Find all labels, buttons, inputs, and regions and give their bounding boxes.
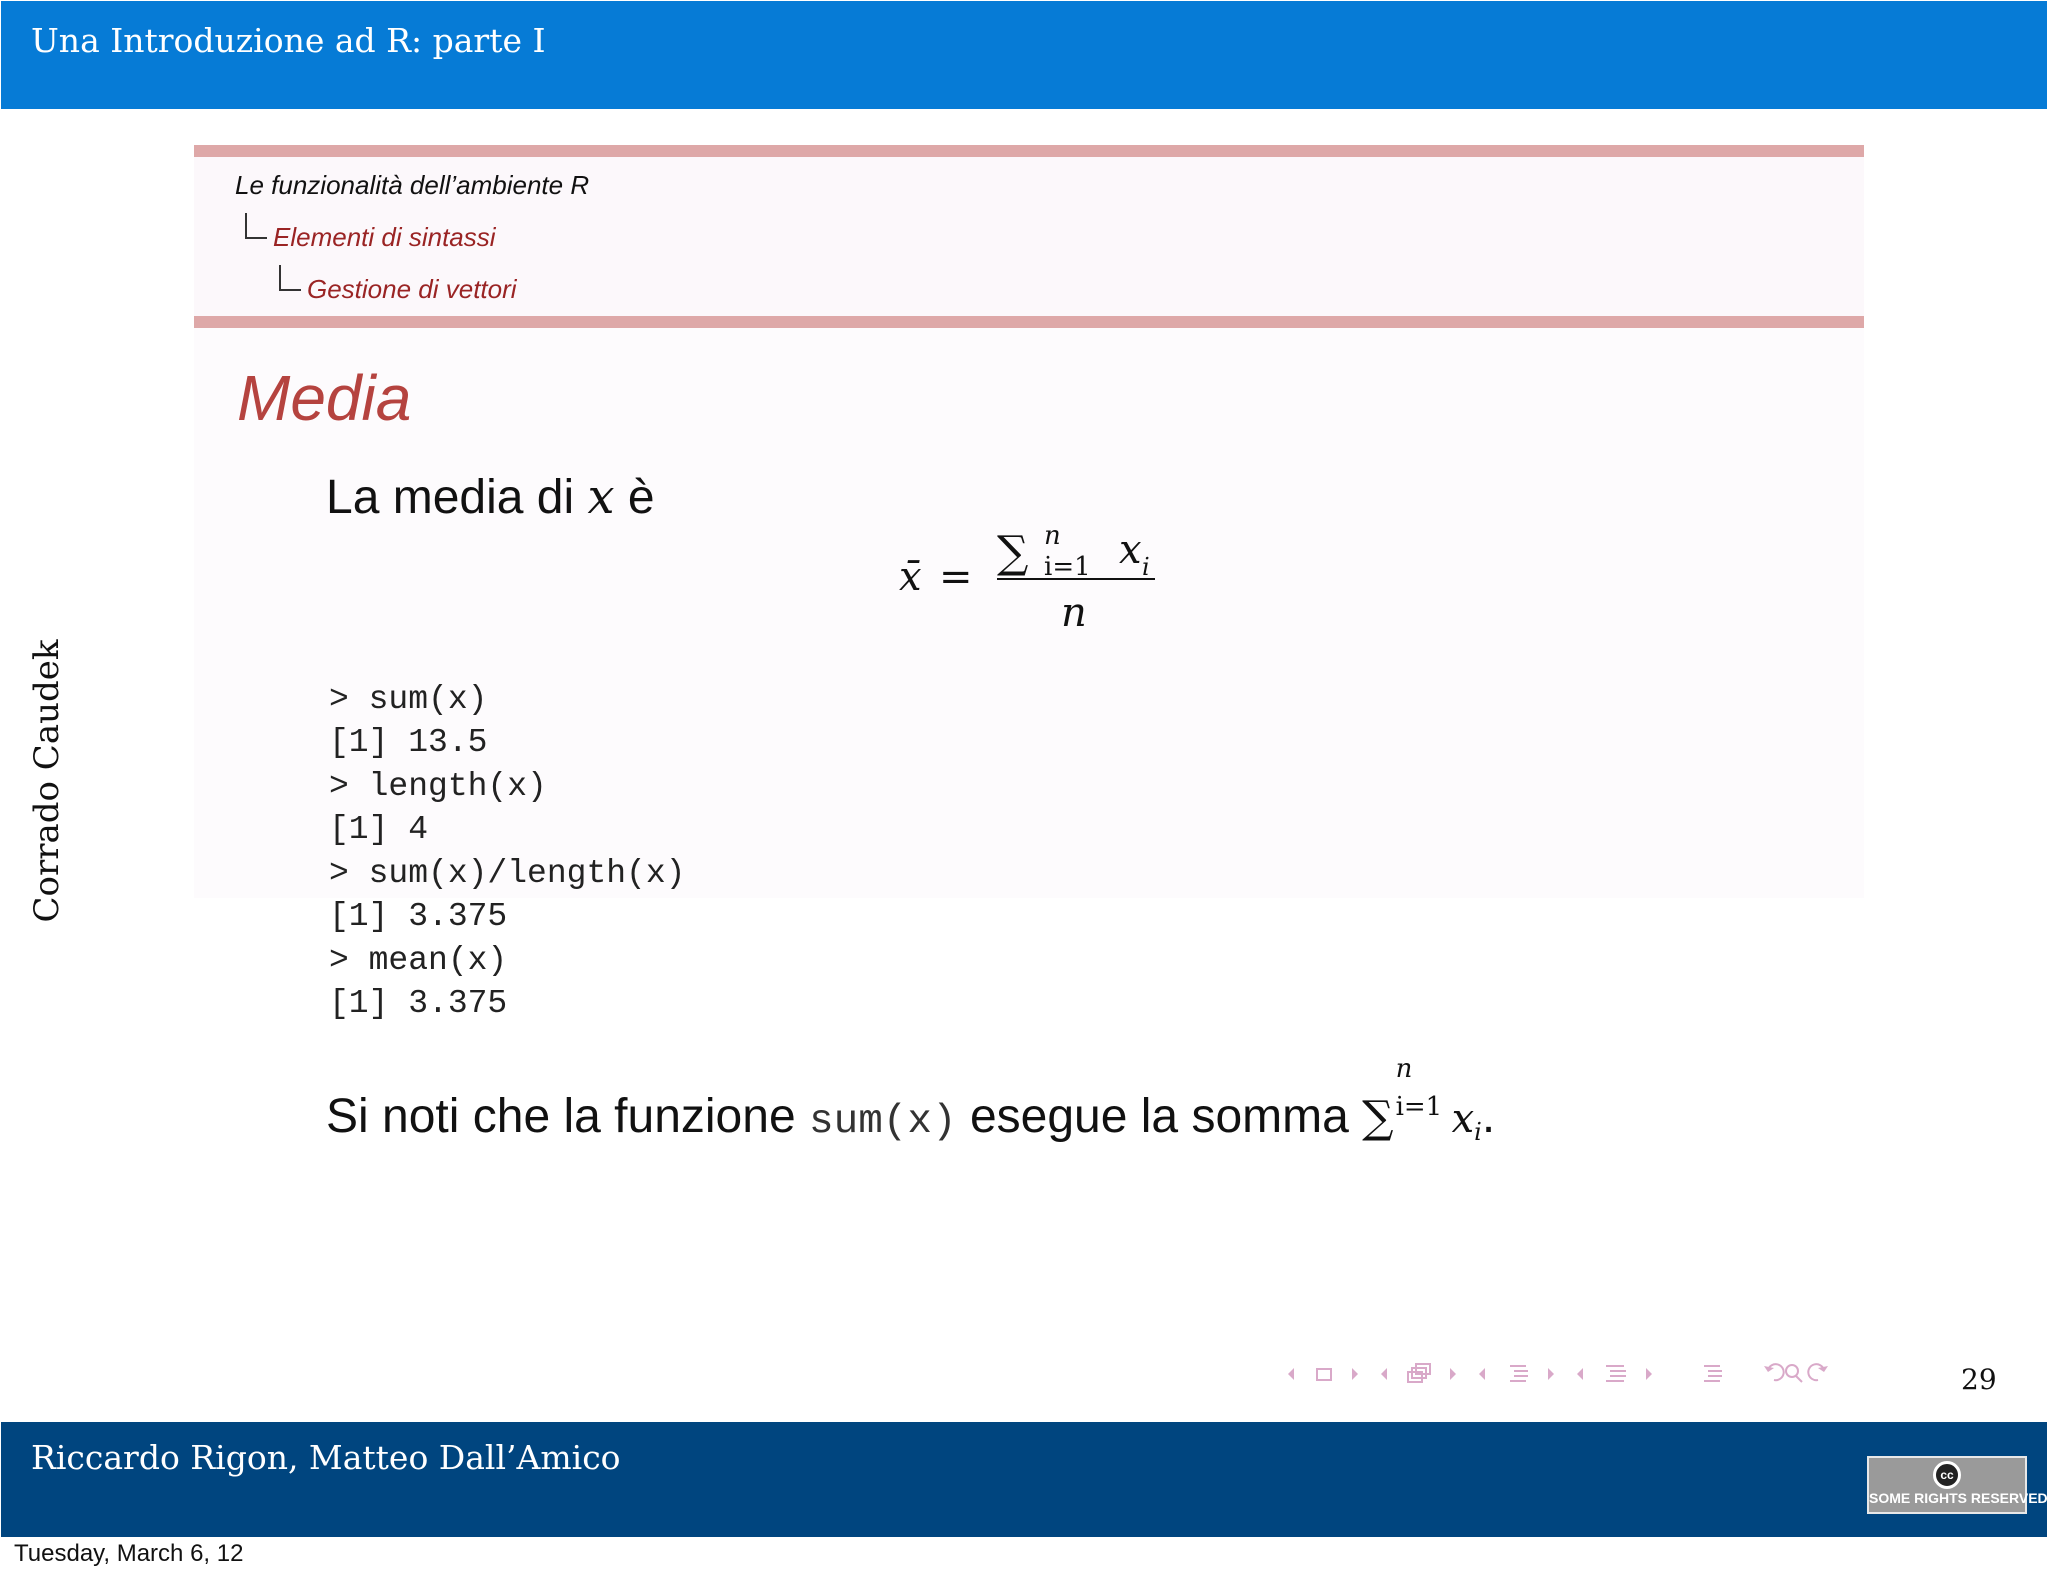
formula-equals: =	[939, 554, 973, 600]
code-line: > sum(x)/length(x)	[329, 855, 686, 892]
tree-connector-icon	[279, 265, 301, 291]
formula-sum-symbol: ∑	[997, 527, 1029, 578]
intro-suffix: è	[614, 471, 655, 524]
nav-search-icon[interactable]	[1786, 1365, 1802, 1382]
formula-upper: n	[1044, 521, 1061, 551]
date-label: Tuesday, March 6, 12	[14, 1540, 244, 1567]
nav-document-icon[interactable]	[1577, 1366, 1652, 1381]
mean-formula	[897, 511, 1157, 641]
formula-term-sub: i	[1142, 553, 1150, 581]
code-line: > length(x)	[329, 768, 547, 805]
formula-lhs: x̄	[899, 554, 922, 600]
tree-connector-icon	[245, 213, 267, 239]
nav-section-icon[interactable]	[1479, 1366, 1554, 1381]
note-code: sum(x)	[808, 1099, 957, 1145]
cc-logo-icon: cc	[1933, 1461, 1961, 1489]
nav-back-icon[interactable]	[1764, 1364, 1784, 1380]
note-term: x	[1451, 1096, 1475, 1142]
nav-forward-icon[interactable]	[1808, 1364, 1828, 1380]
license-text: SOME RIGHTS RESERVED	[1869, 1490, 2048, 1506]
breadcrumb-band-top	[194, 145, 1864, 157]
code-line: > mean(x)	[329, 942, 508, 979]
slide-frame	[1, 1, 2047, 1537]
intro-prefix: La media di	[326, 471, 588, 524]
nav-subsection-icon[interactable]	[1381, 1364, 1456, 1382]
breadcrumb-section[interactable]: Le funzionalità dell’ambiente R	[235, 170, 590, 200]
nav-frame-icon[interactable]	[1288, 1368, 1358, 1380]
breadcrumb-subsection[interactable]: Elementi di sintassi	[273, 222, 496, 252]
note-lower: i=1	[1395, 1092, 1443, 1122]
footer-authors: Riccardo Rigon, Matteo Dall’Amico	[31, 1438, 621, 1477]
footer-bar	[1, 1422, 2047, 1537]
code-line: [1] 3.375	[329, 985, 508, 1022]
breadcrumb-band-bottom	[194, 316, 1864, 328]
note-term-sub: i	[1474, 1118, 1482, 1146]
slide-title: Media	[237, 362, 412, 434]
beamer-navigation	[1286, 1360, 1866, 1390]
sidebar-author: Corrado Caudek	[27, 639, 67, 923]
intro-text	[326, 469, 655, 525]
breadcrumb-subsubsection[interactable]: Gestione di vettori	[307, 274, 517, 304]
presentation-title: Una Introduzione ad R: parte I	[31, 21, 546, 60]
code-line: [1] 4	[329, 811, 429, 848]
formula-term: x	[1119, 527, 1142, 573]
intro-variable: x	[587, 469, 615, 525]
note-middle: esegue la somma	[956, 1090, 1363, 1143]
code-line: [1] 13.5	[329, 724, 488, 761]
code-line: [1] 3.375	[329, 898, 508, 935]
header-bar	[1, 1, 2047, 109]
formula-lower: i=1	[1044, 552, 1091, 582]
note-prefix: Si noti che la funzione	[326, 1090, 809, 1143]
note-sum-symbol: ∑	[1362, 1092, 1394, 1143]
page-number: 29	[1961, 1363, 1997, 1396]
creative-commons-badge[interactable]	[1867, 1456, 2048, 1514]
note-upper: n	[1395, 1054, 1413, 1084]
code-line: > sum(x)	[329, 681, 488, 718]
note-limits	[1394, 1054, 1443, 1132]
nav-toc-icon[interactable]	[1704, 1366, 1722, 1381]
note-text	[326, 1054, 1496, 1146]
note-end: .	[1481, 1090, 1496, 1143]
formula-denominator: n	[1061, 590, 1087, 636]
